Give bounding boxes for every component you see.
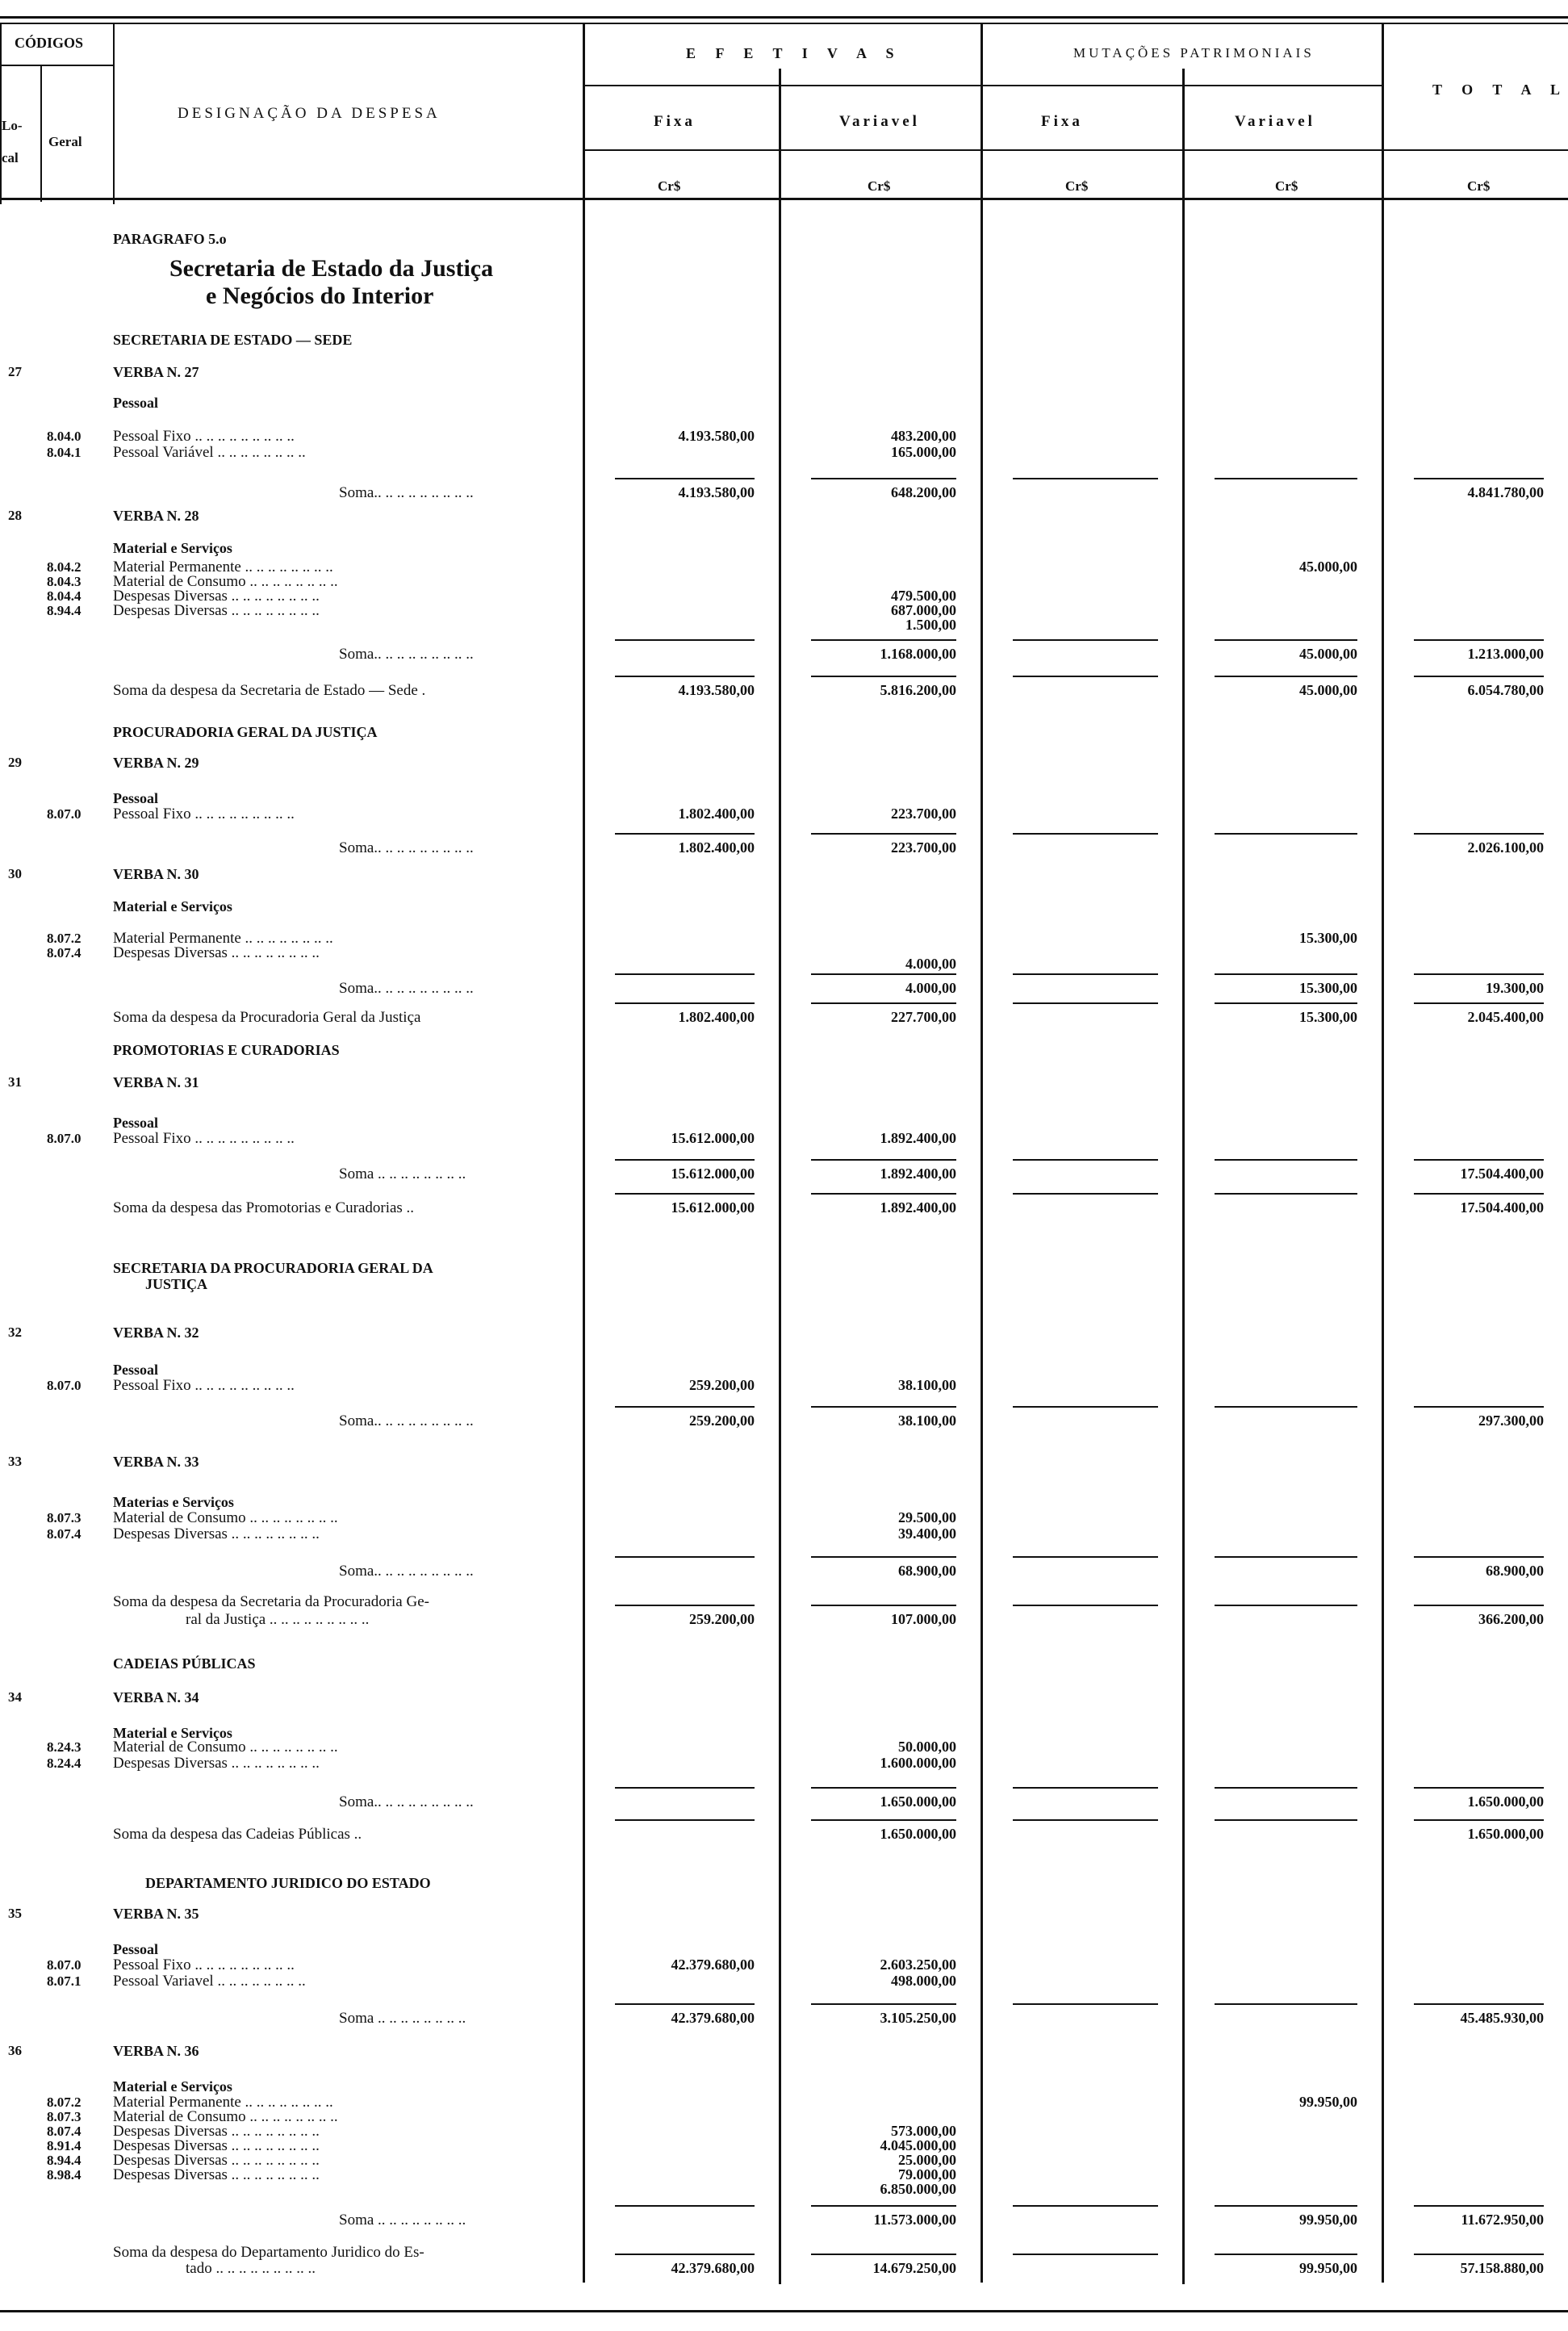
code-local: 34 [8,1689,22,1705]
row-label: Material de Consumo .. .. .. .. .. .. .. .. [113,1739,338,1756]
sum-rule [1013,676,1158,677]
value-var: 573.000,00 [891,2123,956,2139]
sum-rule [1215,1556,1357,1558]
sum-rule [1215,2254,1357,2255]
row-label: Pessoal [113,790,158,806]
code-geral: 8.07.0 [47,1957,82,1973]
sum-rule [615,676,755,677]
row-label: Pessoal Fixo .. .. .. .. .. .. .. .. .. [113,1377,295,1394]
row-label: Material e Serviços [113,898,232,914]
sum-rule [615,833,755,835]
sum-rule [615,2254,755,2255]
value-var: 1.600.000,00 [880,1755,956,1771]
soma-label: Soma .. .. .. .. .. .. .. .. [339,1166,466,1182]
col-line-fixa [583,23,585,2283]
row-label: Despesas Diversas .. .. .. .. .. .. .. .. [113,602,320,619]
designacao-label: DESIGNAÇÃO DA DESPESA [178,105,441,122]
currency-3: Cr$ [1065,178,1089,194]
soma-label: Soma.. .. .. .. .. .. .. .. .. [339,839,474,856]
currency-rule [583,149,1568,151]
row-label: SECRETARIA DA PROCURADORIA GERAL DA [113,1260,433,1276]
sum-rule [811,833,956,835]
code-geral: 8.04.0 [47,429,82,444]
row-label: Pessoal [113,1115,158,1131]
sum-rule [1215,639,1357,641]
soma-label: Soma.. .. .. .. .. .. .. .. .. [339,1793,474,1810]
sum-rule [1013,2003,1158,2005]
local-label-b: cal [2,150,19,165]
row-label: Soma da despesa do Departamento Juridico do Es- [113,2244,424,2261]
value-total: 17.504.400,00 [1460,1199,1544,1216]
sum-rule [1414,2003,1544,2005]
value-var: 4.000,00 [905,980,956,996]
value-total: 4.841.780,00 [1467,484,1544,500]
sum-rule [1215,1819,1357,1821]
code-local: 36 [8,2043,22,2058]
code-geral: 8.07.4 [47,2124,82,2139]
code-geral: 8.07.0 [47,1378,82,1393]
row-label: Pessoal [113,1941,158,1957]
sum-rule [811,1193,956,1195]
sum-rule [615,2205,755,2207]
efetivas-variavel: Variavel [839,113,920,130]
sum-rule [1013,478,1158,479]
row-label: Materias e Serviços [113,1494,234,1510]
code-geral: 8.07.0 [47,806,82,822]
col-line-mfixa [981,23,983,2283]
value-total: 68.900,00 [1486,1563,1544,1579]
col-line-mvar [1182,69,1185,2284]
code-geral: 8.07.3 [47,1510,82,1525]
code-geral: 8.07.0 [47,1131,82,1146]
sum-rule [1414,833,1544,835]
row-label: Material de Consumo .. .. .. .. .. .. .. .. [113,573,338,590]
code-geral: 8.07.3 [47,2109,82,2124]
sum-rule [1215,1159,1357,1161]
sum-rule [1414,1605,1544,1606]
value-mvar: 99.950,00 [1299,2212,1357,2228]
sum-rule [1013,639,1158,641]
soma-label: Soma .. .. .. .. .. .. .. .. [339,2212,466,2228]
sum-rule [1414,1193,1544,1195]
row-label: Pessoal Fixo .. .. .. .. .. .. .. .. .. [113,428,295,445]
sum-rule [811,1787,956,1789]
row-label: VERBA N. 36 [113,2043,199,2059]
top-rule [0,16,1568,19]
row-label: Despesas Diversas .. .. .. .. .. .. .. .. [113,1755,320,1772]
value-var: 38.100,00 [898,1377,956,1393]
table-header [0,16,1568,210]
value-total: 45.485.930,00 [1460,2010,1544,2026]
value-total: 2.045.400,00 [1467,1009,1544,1025]
code-geral: 8.07.2 [47,931,82,946]
value-var: 1.500,00 [905,617,956,633]
value-var: 107.000,00 [891,1611,956,1627]
value-total: 1.650.000,00 [1467,1793,1544,1810]
value-total: 57.158.880,00 [1460,2260,1544,2276]
soma-label: Soma .. .. .. .. .. .. .. .. [339,2010,466,2027]
value-var: 483.200,00 [891,428,956,444]
value-fixa: 259.200,00 [689,1412,755,1429]
sum-rule [1215,1787,1357,1789]
sum-rule [1215,1193,1357,1195]
value-var: 4.000,00 [905,956,956,972]
sum-rule [615,1605,755,1606]
row-label: Material e Serviços [113,540,232,556]
row-label: SECRETARIA DE ESTADO — SEDE [113,332,353,348]
value-fixa: 42.379.680,00 [671,2260,755,2276]
row-label: PROCURADORIA GERAL DA JUSTIÇA [113,724,378,740]
sum-rule [811,1159,956,1161]
value-fixa: 4.193.580,00 [678,484,755,500]
sum-rule [1013,1159,1158,1161]
sum-rule [811,478,956,479]
sum-rule [1013,2254,1158,2255]
sum-rule [1215,478,1357,479]
value-var: 227.700,00 [891,1009,956,1025]
sum-rule [1013,1819,1158,1821]
sum-rule [1013,973,1158,975]
sum-rule [1414,1002,1544,1004]
local-label-a: Lo- [2,118,23,133]
sum-rule [1013,1193,1158,1195]
row-label: Material Permanente .. .. .. .. .. .. .. .. [113,2094,333,2111]
code-geral: 8.98.4 [47,2167,82,2182]
row-label: VERBA N. 29 [113,755,199,771]
value-total: 19.300,00 [1486,980,1544,996]
row-label: Despesas Diversas .. .. .. .. .. .. .. .. [113,2123,320,2140]
sum-rule [1013,1002,1158,1004]
sum-rule [615,1159,755,1161]
sum-rule [1215,833,1357,835]
sum-rule [615,1193,755,1195]
value-var: 165.000,00 [891,444,956,460]
row-label: VERBA N. 30 [113,866,199,882]
value-var: 498.000,00 [891,1973,956,1989]
row-label: Pessoal [113,1362,158,1378]
sum-rule [811,1556,956,1558]
value-total: 17.504.400,00 [1460,1166,1544,1182]
row-label: Material Permanente .. .. .. .. .. .. .. .. [113,930,333,947]
value-var: 5.816.200,00 [880,682,956,698]
value-var: 39.400,00 [898,1525,956,1542]
sum-rule [811,1605,956,1606]
sum-rule [1013,1787,1158,1789]
sum-rule [811,2254,956,2255]
sum-rule [1414,478,1544,479]
sum-rule [811,676,956,677]
row-label: Secretaria de Estado da Justiça [169,255,494,282]
value-fixa: 15.612.000,00 [671,1166,755,1182]
row-label: PROMOTORIAS E CURADORIAS [113,1042,340,1058]
value-var: 50.000,00 [898,1739,956,1755]
code-local: 35 [8,1906,22,1921]
sum-rule [1013,833,1158,835]
value-mvar: 99.950,00 [1299,2260,1357,2276]
row-label: Soma da despesa das Promotorias e Curadorias .. [113,1199,415,1216]
sum-rule [1414,639,1544,641]
value-var: 29.500,00 [898,1509,956,1525]
sum-rule [811,973,956,975]
sum-rule [811,2205,956,2207]
value-var: 68.900,00 [898,1563,956,1579]
sum-rule [1215,2003,1357,2005]
row-label: Material e Serviços [113,1725,232,1741]
sum-rule [1414,1787,1544,1789]
row-label: PARAGRAFO 5.o [113,231,227,247]
codigos-label: CÓDIGOS [15,35,84,51]
mutacoes-label: MUTAÇÕES PATRIMONIAIS [1073,45,1315,61]
efetivas-fixa: Fixa [654,113,696,130]
col-line-total [1382,23,1384,2283]
row-label: Despesas Diversas .. .. .. .. .. .. .. .. [113,2152,320,2169]
row-label: VERBA N. 31 [113,1074,199,1090]
row-label: Pessoal Fixo .. .. .. .. .. .. .. .. .. [113,806,295,822]
row-label: ral da Justiça .. .. .. .. .. .. .. .. .. [186,1611,370,1628]
code-geral: 8.24.3 [47,1739,82,1755]
sum-rule [1414,1406,1544,1408]
row-label: VERBA N. 32 [113,1325,199,1341]
sum-rule [615,478,755,479]
sum-rule [615,973,755,975]
sum-rule [1215,1002,1357,1004]
row-label: Despesas Diversas .. .. .. .. .. .. .. .. [113,2166,320,2183]
code-geral: 8.04.3 [47,574,82,589]
value-var: 6.850.000,00 [880,2181,956,2197]
currency-5: Cr$ [1467,178,1491,194]
code-geral: 8.94.4 [47,603,82,618]
code-geral: 8.07.1 [47,1973,82,1989]
soma-label: Soma.. .. .. .. .. .. .. .. .. [339,1412,474,1429]
sum-rule [1215,973,1357,975]
soma-label: Soma.. .. .. .. .. .. .. .. .. [339,1563,474,1580]
value-var: 1.168.000,00 [880,646,956,662]
geral-label: Geral [48,134,82,149]
sum-rule [1414,973,1544,975]
value-var: 1.650.000,00 [880,1793,956,1810]
row-label: Soma da despesa da Secretaria de Estado — Sede . [113,682,426,699]
mutacoes-variavel: Variavel [1235,113,1315,130]
sum-rule [1013,1556,1158,1558]
code-local: 28 [8,508,22,523]
code-geral: 8.04.2 [47,559,82,575]
soma-label: Soma.. .. .. .. .. .. .. .. .. [339,980,474,997]
value-fixa: 15.612.000,00 [671,1199,755,1216]
sum-rule [1013,1605,1158,1606]
row-label: Material Permanente .. .. .. .. .. .. .. .. [113,559,333,575]
value-mvar: 45.000,00 [1299,682,1357,698]
code-geral: 8.04.1 [47,445,82,460]
sum-rule [615,1002,755,1004]
value-fixa: 4.193.580,00 [678,682,755,698]
row-label: VERBA N. 28 [113,508,199,524]
sum-rule [615,1819,755,1821]
value-mvar: 99.950,00 [1299,2094,1357,2110]
value-mvar: 15.300,00 [1299,930,1357,946]
header-bottom-rule [0,198,1568,200]
sum-rule [1414,1819,1544,1821]
code-local: 31 [8,1074,22,1090]
sum-rule [1215,676,1357,677]
sum-rule [1013,2205,1158,2207]
value-var: 1.892.400,00 [880,1130,956,1146]
currency-4: Cr$ [1275,178,1298,194]
value-var: 14.679.250,00 [872,2260,956,2276]
row-label: Pessoal [113,395,158,411]
value-total: 6.054.780,00 [1467,682,1544,698]
row-label: Soma da despesa da Secretaria da Procuradoria Ge- [113,1593,429,1610]
value-var: 223.700,00 [891,806,956,822]
value-fixa: 259.200,00 [689,1611,755,1627]
code-geral: 8.04.4 [47,588,82,604]
row-label: Pessoal Variavel .. .. .. .. .. .. .. .. [113,1973,306,1990]
sum-rule [615,1406,755,1408]
sum-rule [1414,1556,1544,1558]
value-var: 1.892.400,00 [880,1166,956,1182]
value-fixa: 1.802.400,00 [678,839,755,856]
row-label: Material de Consumo .. .. .. .. .. .. .. .. [113,2108,338,2125]
col-line-local [40,65,42,202]
currency-2: Cr$ [868,178,891,194]
value-mvar: 45.000,00 [1299,559,1357,575]
row-label: Pessoal Fixo .. .. .. .. .. .. .. .. .. [113,1956,295,1973]
code-geral: 8.91.4 [47,2138,82,2153]
value-var: 648.200,00 [891,484,956,500]
value-var: 25.000,00 [898,2152,956,2168]
code-geral: 8.07.4 [47,945,82,960]
row-label: VERBA N. 33 [113,1454,199,1470]
code-geral: 8.94.4 [47,2153,82,2168]
code-local: 27 [8,364,22,379]
row-label: Material e Serviços [113,2078,232,2095]
value-mvar: 45.000,00 [1299,646,1357,662]
code-geral: 8.24.4 [47,1756,82,1771]
sum-rule [615,639,755,641]
col-line-geral [113,23,115,204]
col-line-0 [0,23,2,204]
value-fixa: 42.379.680,00 [671,2010,755,2026]
soma-label: Soma.. .. .. .. .. .. .. .. .. [339,484,474,501]
code-local: 29 [8,755,22,770]
code-local: 30 [8,866,22,881]
sum-rule [811,1819,956,1821]
sum-rule [615,1556,755,1558]
value-var: 687.000,00 [891,602,956,618]
sum-rule [1414,676,1544,677]
value-var: 4.045.000,00 [880,2137,956,2153]
code-geral: 8.07.4 [47,1526,82,1542]
row-label: Despesas Diversas .. .. .. .. .. .. .. .. [113,944,320,961]
value-total: 366.200,00 [1478,1611,1544,1627]
value-var: 3.105.250,00 [880,2010,956,2026]
value-var: 2.603.250,00 [880,1956,956,1973]
sum-rule [1414,2254,1544,2255]
value-total: 297.300,00 [1478,1412,1544,1429]
row-label: Pessoal Fixo .. .. .. .. .. .. .. .. .. [113,1130,295,1147]
row-label: Soma da despesa das Cadeias Públicas .. [113,1826,362,1843]
sum-rule [1215,1605,1357,1606]
sum-rule [811,1406,956,1408]
row-label: tado .. .. .. .. .. .. .. .. .. [186,2260,316,2277]
row-label: e Negócios do Interior [206,282,434,309]
value-total: 2.026.100,00 [1467,839,1544,856]
value-fixa: 259.200,00 [689,1377,755,1393]
row-label: Pessoal Variável .. .. .. .. .. .. .. .. [113,444,306,461]
row-label: VERBA N. 34 [113,1689,199,1705]
sum-rule [615,2003,755,2005]
currency-1: Cr$ [658,178,681,194]
value-fixa: 15.612.000,00 [671,1130,755,1146]
value-fixa: 4.193.580,00 [678,428,755,444]
top-rule-2 [0,23,1568,24]
sum-rule [615,1787,755,1789]
total-label: T O T A L [1432,82,1568,98]
value-fixa: 1.802.400,00 [678,806,755,822]
row-label: Despesas Diversas .. .. .. .. .. .. .. .. [113,2137,320,2154]
sum-rule [811,639,956,641]
row-label: VERBA N. 35 [113,1906,199,1922]
value-fixa: 1.802.400,00 [678,1009,755,1025]
sum-rule [811,1002,956,1004]
value-var: 1.892.400,00 [880,1199,956,1216]
bottom-rule [0,2310,1568,2312]
value-fixa: 42.379.680,00 [671,1956,755,1973]
code-local: 32 [8,1325,22,1340]
value-total: 1.650.000,00 [1467,1826,1544,1842]
sum-rule [1013,1406,1158,1408]
row-label: JUSTIÇA [145,1276,208,1292]
sum-rule [1414,1159,1544,1161]
row-label: Despesas Diversas .. .. .. .. .. .. .. .. [113,588,320,605]
value-var: 11.573.000,00 [873,2212,956,2228]
value-var: 1.650.000,00 [880,1826,956,1842]
value-total: 1.213.000,00 [1467,646,1544,662]
row-label: VERBA N. 27 [113,364,199,380]
efetivas-label: E F E T I V A S [686,45,902,61]
mutacoes-fixa: Fixa [1041,113,1083,130]
sum-rule [1215,1406,1357,1408]
sum-rule [1414,2205,1544,2207]
value-total: 11.672.950,00 [1461,2212,1544,2228]
sum-rule [811,2003,956,2005]
row-label: Soma da despesa da Procuradoria Geral da Justiça [113,1009,421,1026]
row-label: Material de Consumo .. .. .. .. .. .. .. .. [113,1509,338,1526]
codigos-rule [0,65,113,66]
row-label: DEPARTAMENTO JURIDICO DO ESTADO [145,1875,431,1891]
value-mvar: 15.300,00 [1299,1009,1357,1025]
value-var: 223.700,00 [891,839,956,856]
row-label: CADEIAS PÚBLICAS [113,1655,256,1672]
soma-label: Soma.. .. .. .. .. .. .. .. .. [339,646,474,663]
sum-rule [1215,2205,1357,2207]
code-geral: 8.07.2 [47,2095,82,2110]
row-label: Despesas Diversas .. .. .. .. .. .. .. .. [113,1525,320,1542]
code-local: 33 [8,1454,22,1469]
value-var: 38.100,00 [898,1412,956,1429]
value-var: 479.500,00 [891,588,956,604]
value-mvar: 15.300,00 [1299,980,1357,996]
value-var: 79.000,00 [898,2166,956,2182]
